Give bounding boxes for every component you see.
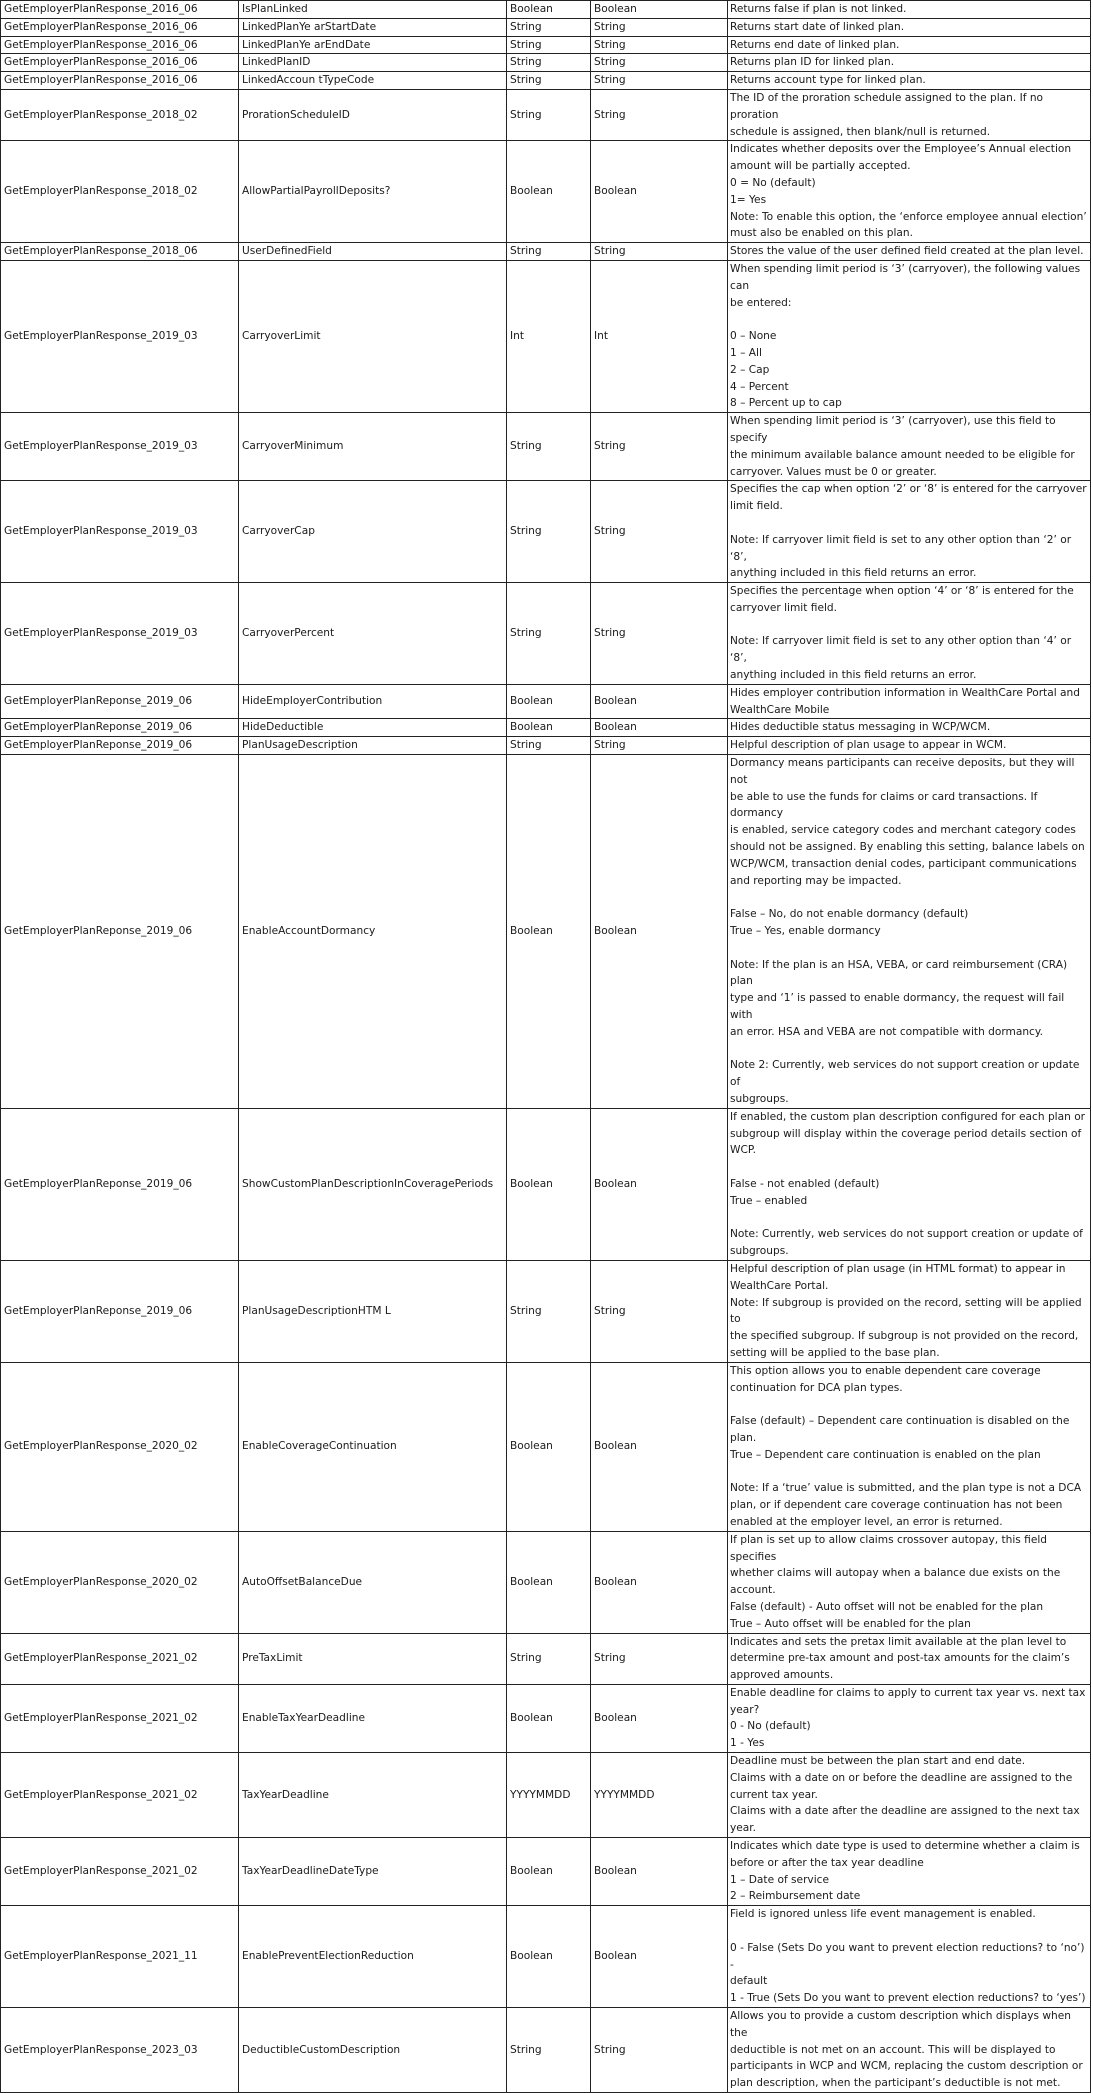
description-line: Deadline must be between the plan start and end date. bbox=[730, 1755, 1026, 1768]
format-cell: String bbox=[591, 1633, 728, 1684]
description-cell bbox=[728, 72, 1091, 90]
description-line: Field is ignored unless life event management is enabled. bbox=[730, 1908, 1036, 1921]
field-name-cell: EnablePreventElectionReduction bbox=[239, 1906, 507, 2008]
table-row bbox=[1, 1906, 1091, 2008]
response-version-cell: GetEmployerPlanResponse_2023_03 bbox=[1, 2008, 239, 2093]
data-type-cell: Boolean bbox=[507, 719, 591, 737]
description-cell bbox=[728, 1684, 1091, 1752]
data-type-cell: String bbox=[507, 481, 591, 583]
data-type-cell: Boolean bbox=[507, 1906, 591, 2008]
data-type-cell: String bbox=[507, 72, 591, 90]
description-line bbox=[730, 1041, 1088, 1058]
description-line: Indicates whether deposits over the Employee’s Annual election bbox=[730, 143, 1072, 156]
description-cell bbox=[728, 243, 1091, 261]
description-line bbox=[730, 617, 1088, 634]
description-line: and reporting may be impacted. bbox=[730, 874, 902, 887]
table-row bbox=[1, 1260, 1091, 1362]
format-cell: Boolean bbox=[591, 1108, 728, 1260]
format-cell: String bbox=[591, 737, 728, 755]
description-line: subgroups. bbox=[730, 1093, 789, 1105]
response-version-cell: GetEmployerPlanResponse_2021_02 bbox=[1, 1633, 239, 1684]
response-version-cell: GetEmployerPlanResponse_2019_03 bbox=[1, 260, 239, 412]
format-cell: String bbox=[591, 413, 728, 481]
data-type-cell: Boolean bbox=[507, 141, 591, 243]
response-version-cell: GetEmployerPlanReponse_2019_06 bbox=[1, 737, 239, 755]
description-line: Returns end date of linked plan. bbox=[730, 38, 900, 51]
description-line: Returns start date of linked plan. bbox=[730, 20, 905, 33]
description-line: Note: To enable this option, the ‘enforce employee annual election’ bbox=[730, 210, 1087, 223]
description-line bbox=[730, 1464, 1088, 1481]
description-line: 1 – All bbox=[730, 346, 762, 359]
description-cell bbox=[728, 1531, 1091, 1633]
data-type-cell: String bbox=[507, 1260, 591, 1362]
field-name-cell: EnableCoverageContinuation bbox=[239, 1362, 507, 1531]
field-name-cell: LinkedAccoun tTypeCode bbox=[239, 72, 507, 90]
data-type-cell: String bbox=[507, 36, 591, 54]
description-line: 1 - True (Sets Do you want to prevent election reductions? to ‘yes’) bbox=[730, 1992, 1086, 2005]
description-line: Note: If carryover limit field is set to any other option than ‘4’ or ‘8’, bbox=[730, 635, 1072, 665]
description-line: year. bbox=[730, 1822, 757, 1835]
data-type-cell: Boolean bbox=[507, 1838, 591, 1906]
field-name-cell: CarryoverMinimum bbox=[239, 413, 507, 481]
description-cell bbox=[728, 481, 1091, 583]
table-row bbox=[1, 755, 1091, 1109]
description-line: Stores the value of the user defined field created at the plan level. bbox=[730, 245, 1084, 258]
description-line: The ID of the proration schedule assigned to the plan. If no proration bbox=[730, 91, 1044, 121]
field-name-cell: IsPlanLinked bbox=[239, 1, 507, 19]
description-line: Indicates and sets the pretax limit available at the plan level to bbox=[730, 1635, 1067, 1648]
description-line: Helpful description of plan usage to appear in WCM. bbox=[730, 739, 1007, 752]
format-cell: String bbox=[591, 89, 728, 140]
table-row bbox=[1, 1753, 1091, 1838]
format-cell: String bbox=[591, 18, 728, 36]
description-line: True – enabled bbox=[730, 1194, 808, 1207]
format-cell: Boolean bbox=[591, 1362, 728, 1531]
description-line: False - not enabled (default) bbox=[730, 1177, 880, 1190]
description-line: False – No, do not enable dormancy (default) bbox=[730, 908, 969, 921]
description-cell bbox=[728, 1906, 1091, 2008]
description-cell bbox=[728, 1108, 1091, 1260]
description-line: Dormancy means participants can receive deposits, but they will not bbox=[730, 757, 1075, 786]
description-line: enabled at the employer level, an error is returned. bbox=[730, 1515, 1003, 1528]
table-row bbox=[1, 260, 1091, 412]
description-line: Specifies the cap when option ‘2’ or ‘8’ is entered for the carryover bbox=[730, 483, 1087, 496]
description-line: 1 - Yes bbox=[730, 1737, 765, 1750]
format-cell: Boolean bbox=[591, 719, 728, 737]
description-line: anything included in this field returns an error. bbox=[730, 669, 977, 682]
description-line: False (default) - Auto offset will not be enabled for the plan bbox=[730, 1600, 1044, 1613]
description-line bbox=[730, 1210, 1088, 1227]
data-type-cell: Boolean bbox=[507, 1, 591, 19]
field-name-cell: CarryoverPercent bbox=[239, 583, 507, 685]
description-line: When spending limit period is ‘3’ (carryover), use this field to specify bbox=[730, 415, 1056, 444]
response-version-cell: GetEmployerPlanResponse_2019_03 bbox=[1, 413, 239, 481]
data-type-cell: Boolean bbox=[507, 1108, 591, 1260]
description-line: 0 – None bbox=[730, 330, 777, 343]
description-line bbox=[730, 1159, 1088, 1176]
description-line: plan, or if dependent care coverage continuation has not been bbox=[730, 1499, 1063, 1512]
table-row bbox=[1, 1633, 1091, 1684]
description-line: Note: If carryover limit field is set to any other option than ‘2’ or ‘8’, bbox=[730, 533, 1072, 563]
description-cell bbox=[728, 1362, 1091, 1531]
description-line: current tax year. bbox=[730, 1788, 818, 1801]
response-version-cell: GetEmployerPlanResponse_2021_02 bbox=[1, 1684, 239, 1752]
format-cell: Boolean bbox=[591, 1531, 728, 1633]
description-cell bbox=[728, 684, 1091, 719]
description-line: Returns plan ID for linked plan. bbox=[730, 56, 895, 69]
description-cell bbox=[728, 1, 1091, 19]
table-row bbox=[1, 36, 1091, 54]
format-cell: Boolean bbox=[591, 1838, 728, 1906]
description-line: subgroup will display within the coverage period details section of bbox=[730, 1127, 1082, 1140]
format-cell: String bbox=[591, 583, 728, 685]
description-line: 1= Yes bbox=[730, 193, 767, 206]
data-type-cell: String bbox=[507, 413, 591, 481]
description-line: an error. HSA and VEBA are not compatible with dormancy. bbox=[730, 1025, 1044, 1038]
data-type-cell: Int bbox=[507, 260, 591, 412]
description-line: Note 2: Currently, web services do not support creation or update of bbox=[730, 1059, 1080, 1089]
table-row bbox=[1, 737, 1091, 755]
description-line: WealthCare Mobile bbox=[730, 703, 830, 716]
description-line: 4 – Percent bbox=[730, 380, 789, 393]
response-version-cell: GetEmployerPlanResponse_2016_06 bbox=[1, 54, 239, 72]
data-type-cell: String bbox=[507, 54, 591, 72]
data-type-cell: String bbox=[507, 89, 591, 140]
table-row bbox=[1, 481, 1091, 583]
description-line: Claims with a date after the deadline are assigned to the next tax bbox=[730, 1805, 1080, 1818]
format-cell: String bbox=[591, 54, 728, 72]
description-line: 8 – Percent up to cap bbox=[730, 397, 842, 410]
field-name-cell: ShowCustomPlanDescriptionInCoveragePeriods bbox=[239, 1108, 507, 1260]
format-cell: String bbox=[591, 1260, 728, 1362]
description-line: whether claims will autopay when a balance due exists on the bbox=[730, 1567, 1061, 1580]
description-line: setting will be applied to the base plan. bbox=[730, 1346, 940, 1359]
field-name-cell: ProrationScheduleID bbox=[239, 89, 507, 140]
description-line: approved amounts. bbox=[730, 1669, 834, 1682]
field-name-cell: EnableAccountDormancy bbox=[239, 755, 507, 1109]
description-line: the specified subgroup. If subgroup is not provided on the record, bbox=[730, 1330, 1079, 1343]
description-line: carryover limit field. bbox=[730, 601, 837, 614]
response-version-cell: GetEmployerPlanReponse_2019_06 bbox=[1, 1108, 239, 1260]
format-cell: String bbox=[591, 2008, 728, 2093]
response-version-cell: GetEmployerPlanResponse_2016_06 bbox=[1, 18, 239, 36]
description-line: default bbox=[730, 1975, 768, 1988]
description-line: 1 – Date of service bbox=[730, 1873, 829, 1886]
data-type-cell: String bbox=[507, 1633, 591, 1684]
field-name-cell: CarryoverCap bbox=[239, 481, 507, 583]
description-cell bbox=[728, 54, 1091, 72]
format-cell: YYYYMMDD bbox=[591, 1753, 728, 1838]
field-name-cell: AllowPartialPayrollDeposits? bbox=[239, 141, 507, 243]
description-line bbox=[730, 940, 1088, 957]
data-type-cell: String bbox=[507, 737, 591, 755]
table-row bbox=[1, 583, 1091, 685]
data-type-cell: String bbox=[507, 2008, 591, 2093]
field-name-cell: EnableTaxYearDeadline bbox=[239, 1684, 507, 1752]
description-line bbox=[730, 311, 1088, 328]
description-line: If enabled, the custom plan description configured for each plan or bbox=[730, 1110, 1086, 1123]
description-line: This option allows you to enable dependent care coverage bbox=[730, 1364, 1041, 1377]
data-type-cell: Boolean bbox=[507, 755, 591, 1109]
format-cell: Boolean bbox=[591, 1906, 728, 2008]
response-version-cell: GetEmployerPlanResponse_2021_02 bbox=[1, 1753, 239, 1838]
format-cell: Boolean bbox=[591, 1, 728, 19]
data-type-cell: String bbox=[507, 18, 591, 36]
description-line: 0 = No (default) bbox=[730, 176, 816, 189]
description-line: Allows you to provide a custom description which displays when the bbox=[730, 2010, 1072, 2039]
description-line: If plan is set up to allow claims crossover autopay, this field specifies bbox=[730, 1533, 1048, 1563]
response-version-cell: GetEmployerPlanReponse_2019_06 bbox=[1, 719, 239, 737]
field-name-cell: PlanUsageDescriptionHTM L bbox=[239, 1260, 507, 1362]
description-line: Note: If subgroup is provided on the record, setting will be applied to bbox=[730, 1296, 1082, 1326]
format-cell: Boolean bbox=[591, 755, 728, 1109]
table-row bbox=[1, 719, 1091, 737]
description-cell bbox=[728, 36, 1091, 54]
response-version-cell: GetEmployerPlanResponse_2016_06 bbox=[1, 1, 239, 19]
description-line: Hides deductible status messaging in WCP/WCM. bbox=[730, 721, 991, 734]
description-line: must also be enabled on this plan. bbox=[730, 227, 913, 240]
description-line: Hides employer contribution information in WealthCare Portal and bbox=[730, 686, 1080, 699]
description-line: account. bbox=[730, 1584, 776, 1597]
format-cell: Int bbox=[591, 260, 728, 412]
description-line: type and ‘1’ is passed to enable dormancy, the request will fail with bbox=[730, 992, 1065, 1022]
response-version-cell: GetEmployerPlanResponse_2021_02 bbox=[1, 1838, 239, 1906]
description-line: deductible is not met on an account. This will be displayed to bbox=[730, 2043, 1056, 2056]
description-line: True – Yes, enable dormancy bbox=[730, 925, 881, 938]
response-version-cell: GetEmployerPlanResponse_2020_02 bbox=[1, 1362, 239, 1531]
format-cell: String bbox=[591, 72, 728, 90]
table-row bbox=[1, 1684, 1091, 1752]
description-line: be able to use the funds for claims or card transactions. If dormancy bbox=[730, 790, 1038, 820]
description-line: False (default) – Dependent care continuation is disabled on the bbox=[730, 1415, 1070, 1428]
field-name-cell: HideEmployerContribution bbox=[239, 684, 507, 719]
description-cell bbox=[728, 89, 1091, 140]
field-name-cell: LinkedPlanYe arEndDate bbox=[239, 36, 507, 54]
description-line: the minimum available balance amount needed to be eligible for bbox=[730, 448, 1075, 461]
description-line: amount will be partially accepted. bbox=[730, 160, 911, 173]
description-line: True – Auto offset will be enabled for the plan bbox=[730, 1617, 971, 1630]
description-line: True – Dependent care continuation is enabled on the plan bbox=[730, 1448, 1041, 1461]
description-line: 2 – Cap bbox=[730, 363, 770, 376]
description-line: Claims with a date on or before the deadline are assigned to the bbox=[730, 1771, 1073, 1784]
description-line: WCP. bbox=[730, 1144, 756, 1157]
description-line: carryover. Values must be 0 or greater. bbox=[730, 465, 937, 478]
format-cell: Boolean bbox=[591, 1684, 728, 1752]
description-cell bbox=[728, 719, 1091, 737]
description-line: is enabled, service category codes and merchant category codes bbox=[730, 824, 1076, 837]
description-cell bbox=[728, 583, 1091, 685]
response-version-cell: GetEmployerPlanReponse_2019_06 bbox=[1, 684, 239, 719]
data-type-cell: Boolean bbox=[507, 1531, 591, 1633]
description-cell bbox=[728, 413, 1091, 481]
description-line: Note: Currently, web services do not support creation or update of bbox=[730, 1228, 1083, 1241]
description-line bbox=[730, 1923, 1088, 1940]
description-cell bbox=[728, 737, 1091, 755]
table-row bbox=[1, 2008, 1091, 2093]
description-line: 2 – Reimbursement date bbox=[730, 1890, 861, 1903]
description-cell bbox=[728, 1838, 1091, 1906]
description-line: schedule is assigned, then blank/null is returned. bbox=[730, 125, 991, 138]
description-line: before or after the tax year deadline bbox=[730, 1856, 924, 1869]
description-line bbox=[730, 889, 1088, 906]
description-line: Returns account type for linked plan. bbox=[730, 74, 926, 87]
description-cell bbox=[728, 1633, 1091, 1684]
description-line: Indicates which date type is used to determine whether a claim is bbox=[730, 1840, 1080, 1853]
description-cell bbox=[728, 2008, 1091, 2093]
description-line: plan. bbox=[730, 1431, 757, 1444]
description-line: should not be assigned. By enabling this setting, balance labels on bbox=[730, 841, 1085, 854]
field-name-cell: PreTaxLimit bbox=[239, 1633, 507, 1684]
description-line: Returns false if plan is not linked. bbox=[730, 3, 907, 15]
response-version-cell: GetEmployerPlanResponse_2021_11 bbox=[1, 1906, 239, 2008]
field-name-cell: LinkedPlanID bbox=[239, 54, 507, 72]
field-name-cell: UserDefinedField bbox=[239, 243, 507, 261]
response-version-cell: GetEmployerPlanReponse_2019_06 bbox=[1, 755, 239, 1109]
table-row bbox=[1, 1108, 1091, 1260]
description-line: plan description, when the participant’s deductible is not met. bbox=[730, 2077, 1061, 2090]
description-line: Helpful description of plan usage (in HTML format) to appear in bbox=[730, 1262, 1066, 1275]
field-name-cell: HideDeductible bbox=[239, 719, 507, 737]
response-version-cell: GetEmployerPlanResponse_2018_02 bbox=[1, 141, 239, 243]
data-type-cell: Boolean bbox=[507, 1684, 591, 1752]
description-cell bbox=[728, 141, 1091, 243]
description-line: participants in WCP and WCM, replacing the custom description or bbox=[730, 2060, 1083, 2073]
description-cell bbox=[728, 755, 1091, 1109]
description-line: limit field. bbox=[730, 500, 783, 513]
response-version-cell: GetEmployerPlanResponse_2018_02 bbox=[1, 89, 239, 140]
table-row bbox=[1, 1531, 1091, 1633]
field-name-cell: CarryoverLimit bbox=[239, 260, 507, 412]
data-type-cell: Boolean bbox=[507, 684, 591, 719]
description-line: Note: If a ‘true’ value is submitted, and the plan type is not a DCA bbox=[730, 1482, 1082, 1495]
field-name-cell: DeductibleCustomDescription bbox=[239, 2008, 507, 2093]
field-name-cell: LinkedPlanYe arStartDate bbox=[239, 18, 507, 36]
table-row bbox=[1, 1, 1091, 19]
response-version-cell: GetEmployerPlanReponse_2019_06 bbox=[1, 1260, 239, 1362]
response-version-cell: GetEmployerPlanResponse_2019_03 bbox=[1, 481, 239, 583]
response-version-cell: GetEmployerPlanResponse_2020_02 bbox=[1, 1531, 239, 1633]
data-type-cell: String bbox=[507, 243, 591, 261]
response-version-cell: GetEmployerPlanResponse_2019_03 bbox=[1, 583, 239, 685]
description-line bbox=[730, 515, 1088, 532]
table-row bbox=[1, 141, 1091, 243]
field-name-cell: TaxYearDeadline bbox=[239, 1753, 507, 1838]
table-row bbox=[1, 18, 1091, 36]
description-cell bbox=[728, 1753, 1091, 1838]
description-line: continuation for DCA plan types. bbox=[730, 1381, 903, 1394]
data-type-cell: Boolean bbox=[507, 1362, 591, 1531]
description-line: determine pre-tax amount and post-tax amounts for the claim’s bbox=[730, 1652, 1070, 1665]
table-row bbox=[1, 413, 1091, 481]
description-line: 0 - False (Sets Do you want to prevent election reductions? to ‘no’) - bbox=[730, 1941, 1085, 1971]
description-line: WCP/WCM, transaction denial codes, participant communications bbox=[730, 857, 1077, 870]
response-version-cell: GetEmployerPlanResponse_2016_06 bbox=[1, 72, 239, 90]
description-line: be entered: bbox=[730, 296, 792, 309]
table-row bbox=[1, 72, 1091, 90]
description-cell bbox=[728, 1260, 1091, 1362]
data-type-cell: YYYYMMDD bbox=[507, 1753, 591, 1838]
description-line: Note: If the plan is an HSA, VEBA, or card reimbursement (CRA) plan bbox=[730, 958, 1068, 988]
format-cell: String bbox=[591, 243, 728, 261]
description-cell bbox=[728, 18, 1091, 36]
table-row bbox=[1, 1362, 1091, 1531]
description-line: When spending limit period is ‘3’ (carryover), the following values can bbox=[730, 262, 1081, 292]
description-line: WealthCare Portal. bbox=[730, 1279, 829, 1292]
response-version-cell: GetEmployerPlanResponse_2018_06 bbox=[1, 243, 239, 261]
table-row bbox=[1, 684, 1091, 719]
description-line: subgroups. bbox=[730, 1245, 789, 1258]
table-body bbox=[1, 1, 1091, 2093]
description-line: Enable deadline for claims to apply to current tax year vs. next tax bbox=[730, 1686, 1086, 1699]
table-row bbox=[1, 1838, 1091, 1906]
field-name-cell: PlanUsageDescription bbox=[239, 737, 507, 755]
response-version-cell: GetEmployerPlanResponse_2016_06 bbox=[1, 36, 239, 54]
description-line bbox=[730, 1396, 1088, 1413]
table-row bbox=[1, 54, 1091, 72]
description-line: year? bbox=[730, 1703, 760, 1716]
description-line: anything included in this field returns an error. bbox=[730, 567, 977, 580]
description-cell bbox=[728, 260, 1091, 412]
format-cell: Boolean bbox=[591, 141, 728, 243]
field-name-cell: TaxYearDeadlineDateType bbox=[239, 1838, 507, 1906]
format-cell: Boolean bbox=[591, 684, 728, 719]
format-cell: String bbox=[591, 36, 728, 54]
format-cell: String bbox=[591, 481, 728, 583]
field-name-cell: AutoOffsetBalanceDue bbox=[239, 1531, 507, 1633]
description-line: 0 - No (default) bbox=[730, 1720, 811, 1733]
table-row bbox=[1, 89, 1091, 140]
table-row bbox=[1, 243, 1091, 261]
data-type-cell: String bbox=[507, 583, 591, 685]
description-line: Specifies the percentage when option ‘4’ or ‘8’ is entered for the bbox=[730, 585, 1074, 598]
